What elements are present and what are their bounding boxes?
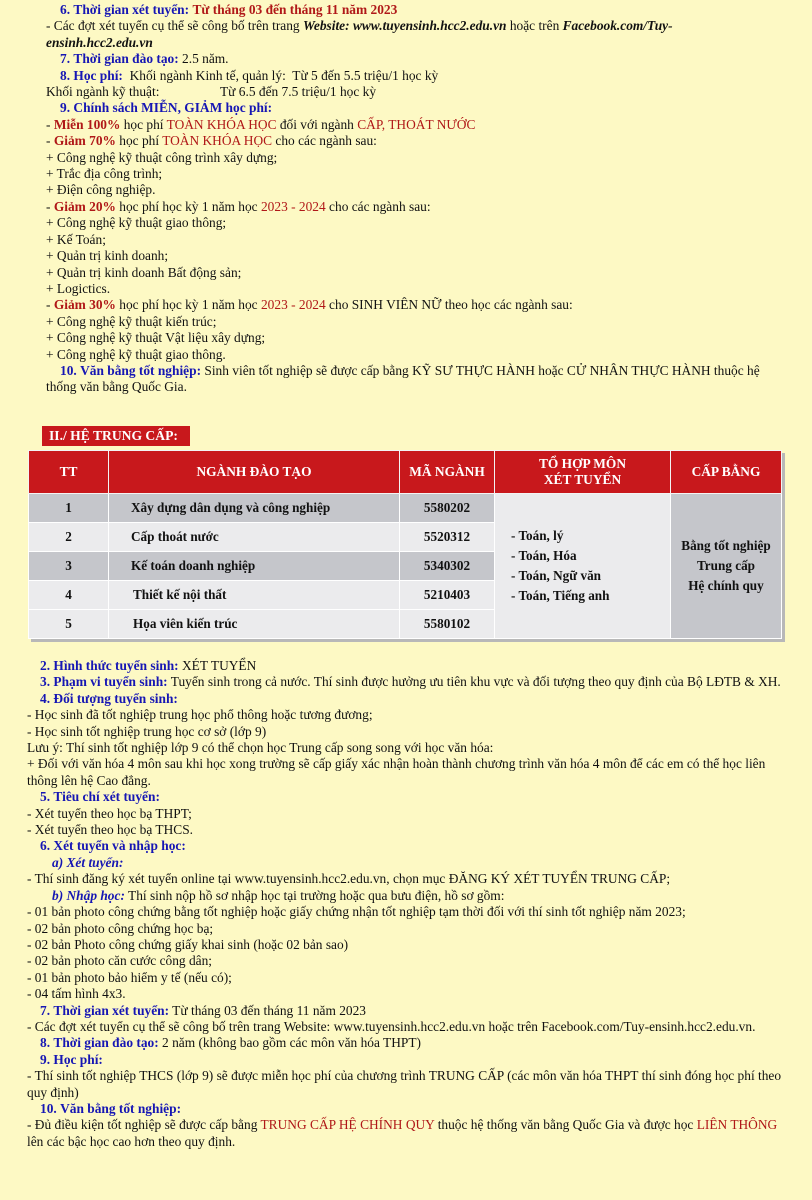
list-item: + Công nghệ kỹ thuật giao thông;	[46, 215, 227, 231]
row-ma: 5210403	[400, 581, 495, 610]
tc-item-10: 10. Văn bằng tốt nghiệp:	[40, 1100, 182, 1116]
tc-item-10-text: - Đủ điều kiện tốt nghiệp sẽ được cấp bằng TRUNG CẤP HỆ CHÍNH QUY thuộc hệ thống văn bằng Quốc Gia và được học LIÊN THÔNG lên các bậc học cao hơn theo quy định.	[27, 1117, 778, 1149]
college-item-8-line2: Khối ngành kỹ thuật: Từ 6.5 đến 7.5 triệu/1 học kỳ	[46, 84, 377, 100]
degree-cell: Bằng tốt nghiệp Trung cấp Hệ chính quy	[671, 494, 782, 639]
tc-item-9: 9. Học phí:	[40, 1051, 103, 1067]
row-ma: 5580102	[400, 610, 495, 639]
list-item: + Công nghệ kỹ thuật công trình xây dựng;	[46, 149, 278, 165]
list-item: - 01 bản photo công chứng bằng tốt nghiệp hoặc giấy chứng nhận tốt nghiệp tạm thời đối với thí sinh tốt nghiệp năm 2023;	[27, 904, 686, 920]
trung-cap-details	[27, 658, 792, 1150]
list-item: + Công nghệ kỹ thuật kiến trúc;	[46, 313, 217, 329]
row-ma: 5340302	[400, 552, 495, 581]
tc-item-8: 8. Thời gian đào tạo: 2 năm (không bao gồm các môn văn hóa THPT)	[40, 1035, 421, 1051]
row-tt: 1	[29, 494, 109, 523]
section-heading-trung-cap: II./ HỆ TRUNG CẤP:	[42, 426, 190, 446]
table-header-row	[29, 451, 782, 494]
list-item: + Logictics.	[46, 280, 111, 296]
list-item: - 02 bản Photo công chứng giấy khai sinh (hoặc 02 bản sao)	[27, 936, 349, 952]
row-tt: 3	[29, 552, 109, 581]
col-ma: MÃ NGÀNH	[400, 451, 495, 494]
table-row	[29, 494, 782, 523]
giam-70-line: - Giảm 70% học phí TOÀN KHÓA HỌC cho các ngành sau:	[46, 133, 377, 149]
row-tt: 4	[29, 581, 109, 610]
tc-item-7: 7. Thời gian xét tuyển: Từ tháng 03 đến tháng 11 năm 2023	[40, 1002, 367, 1018]
list-item: - 02 bản photo căn cước công dân;	[27, 953, 213, 969]
list-item: + Công nghệ kỹ thuật Vật liệu xây dựng;	[46, 330, 266, 346]
tc-item-6: 6. Xét tuyển và nhập học:	[40, 838, 186, 854]
college-item-6-note: - Các đợt xét tuyển cụ thể sẽ công bố trên trang Website: www.tuyensinh.hcc2.edu.vn hoặc trên Facebook.com/Tuy-	[46, 18, 673, 34]
list-item: + Trắc địa công trình;	[46, 166, 163, 182]
college-item-10: 10. Văn bằng tốt nghiệp: Sinh viên tốt nghiệp sẽ được cấp bằng KỸ SƯ THỰC HÀNH hoặc CỬ NHÂN THỰC HÀNH thuộc hệ thống văn bằng Quốc Gia.	[46, 362, 760, 395]
row-tt: 2	[29, 523, 109, 552]
tc-item-7-note: - Các đợt xét tuyển cụ thể sẽ công bố trên trang Website: www.tuyensinh.hcc2.edu.vn hoặc trên Facebook.com/Tuy-ensinh.hcc2.edu.vn.	[27, 1018, 756, 1034]
tc-item-9-text: - Thí sinh tốt nghiệp THCS (lớp 9) sẽ được miễn học phí của chương trình TRUNG CẤP (các môn văn hóa THPT thí sinh đóng học phí theo quy định)	[27, 1068, 782, 1100]
col-nganh: NGÀNH ĐÀO TẠO	[109, 451, 400, 494]
col-tt: TT	[29, 451, 109, 494]
col-capbang: CẤP BẰNG	[671, 451, 782, 494]
col-tohop: TỔ HỢP MÔN XÉT TUYỂN	[495, 451, 671, 494]
tc-note-2: + Đối với văn hóa 4 môn sau khi học xong trường sẽ cấp giấy xác nhận hoàn thành chương trình văn hóa 4 môn để các em có thể học liên thông lên hệ Cao đẳng.	[27, 756, 766, 788]
list-item: - Học sinh tốt nghiệp trung học cơ sở (lớp 9)	[27, 723, 267, 739]
program-table	[28, 450, 782, 639]
tc-item-2: 2. Hình thức tuyển sinh: XÉT TUYỂN	[40, 658, 257, 673]
row-ma: 5520312	[400, 523, 495, 552]
giam-20-line: - Giảm 20% học phí học kỳ 1 năm học 2023 - 2024 cho các ngành sau:	[46, 198, 431, 214]
tc-note: Lưu ý: Thí sinh tốt nghiệp lớp 9 có thể chọn học Trung cấp song song với học văn hóa:	[27, 740, 494, 756]
row-tt: 5	[29, 610, 109, 639]
tc-item-6b: b) Nhập học: Thí sinh nộp hồ sơ nhập học tại trường hoặc qua bưu điện, hồ sơ gồm:	[52, 887, 505, 903]
college-item-7: 7. Thời gian đào tạo: 2.5 năm.	[60, 51, 229, 67]
row-nganh: Thiết kế nội thất	[109, 581, 400, 610]
college-item-8: 8. Học phí: Khối ngành Kinh tế, quản lý: Từ 5 đến 5.5 triệu/1 học kỳ	[60, 67, 439, 83]
college-section	[27, 2, 792, 396]
list-item: - 04 tấm hình 4x3.	[27, 986, 126, 1002]
list-item: - 01 bản photo bảo hiểm y tế (nếu có);	[27, 969, 232, 985]
college-item-6: 6. Thời gian xét tuyển: Từ tháng 03 đến tháng 11 năm 2023	[60, 2, 398, 17]
row-nganh: Xây dựng dân dụng và công nghiệp	[109, 494, 400, 523]
college-item-6-note-cont: ensinh.hcc2.edu.vn	[46, 34, 153, 50]
list-item: - Xét tuyển theo học bạ THCS.	[27, 822, 193, 838]
list-item: + Công nghệ kỹ thuật giao thông.	[46, 346, 226, 362]
list-item: - 02 bản photo công chứng học bạ;	[27, 920, 214, 936]
row-ma: 5580202	[400, 494, 495, 523]
tc-item-4: 4. Đối tượng tuyển sinh:	[40, 690, 178, 706]
list-item: + Quản trị kinh doanh Bất động sản;	[46, 264, 242, 280]
giam-30-line: - Giảm 30% học phí học kỳ 1 năm học 2023 - 2024 cho SINH VIÊN NỮ theo học các ngành sau:	[46, 297, 573, 313]
subject-combinations: - Toán, lý - Toán, Hóa - Toán, Ngữ văn - Toán, Tiếng anh	[495, 494, 671, 639]
facebook-link[interactable]: Facebook.com/Tuy-	[562, 18, 673, 34]
mien-100-line: - Miễn 100% học phí TOÀN KHÓA HỌC đối với ngành CẤP, THOÁT NƯỚC	[46, 116, 476, 132]
row-nganh: Kế toán doanh nghiệp	[109, 552, 400, 581]
list-item: + Điện công nghiệp.	[46, 182, 156, 198]
tc-item-3: 3. Phạm vi tuyển sinh: Tuyển sinh trong cả nước. Thí sinh được hưởng ưu tiên khu vực và đối tượng theo quy định của Bộ LĐTB & XH.	[40, 674, 781, 690]
list-item: + Kế Toán;	[46, 231, 106, 247]
tc-item-6a: a) Xét tuyển:	[52, 854, 124, 870]
college-item-9: 9. Chính sách MIỄN, GIẢM học phí:	[60, 100, 273, 116]
row-nganh: Họa viên kiến trúc	[109, 610, 400, 639]
row-nganh: Cấp thoát nước	[109, 523, 400, 552]
list-item: - Xét tuyển theo học bạ THPT;	[27, 805, 192, 821]
tc-item-5: 5. Tiêu chí xét tuyển:	[40, 789, 160, 805]
website-link[interactable]: www.tuyensinh.hcc2.edu.vn	[352, 18, 507, 34]
list-item: - Học sinh đã tốt nghiệp trung học phổ thông hoặc tương đương;	[27, 707, 373, 723]
list-item: + Quản trị kinh doanh;	[46, 248, 169, 264]
tc-item-6a-text: - Thí sinh đăng ký xét tuyển online tại www.tuyensinh.hcc2.edu.vn, chọn mục ĐĂNG KÝ XÉT TUYỂN TRUNG CẤP;	[27, 871, 671, 887]
